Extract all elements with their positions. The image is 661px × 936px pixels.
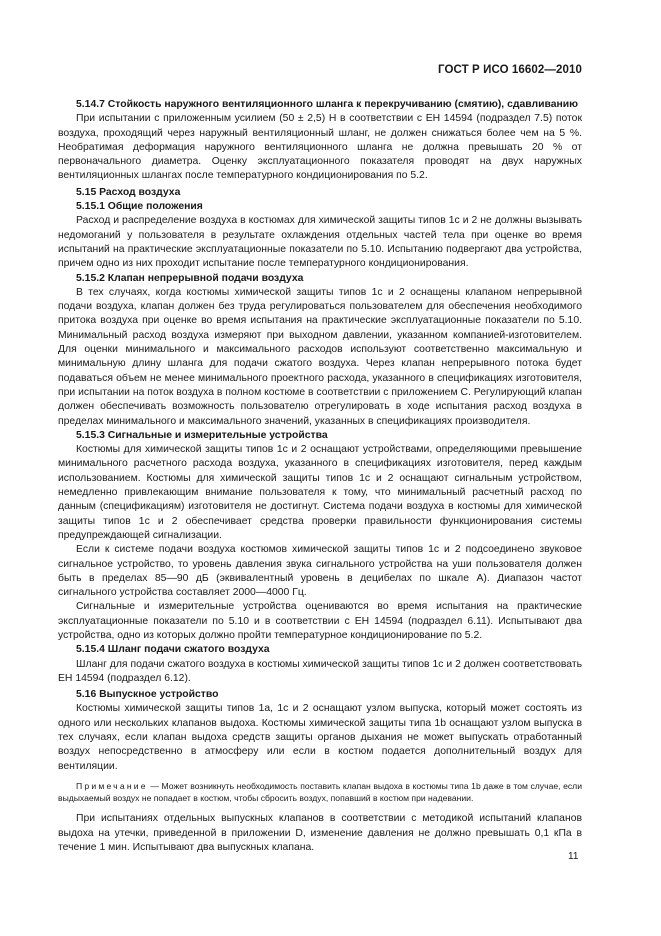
paragraph: Расход и распределение воздуха в костюмах для химической защиты типов 1с и 2 не должны вызывать недомоганий у пользователя в результате охлаждения отдельных частей тела при оценке во время испытаний на практические эксплуатационные показатели по 5.10. Испытанию подвергают два устройства, причем одно из них проходит испытание после температурного кондиционирования. (58, 215, 582, 270)
note-label: Примечание (76, 780, 148, 791)
document-body (58, 98, 582, 855)
note: Примечание — Может возникнуть необходимость поставить клапан выдоха в костюмы типа 1b даже в том случае, если выдыхаемый воздух не попадает в костюм, чтобы сбросить воздух, попавший в костюм при надевании. (58, 780, 582, 804)
paragraph: Если к системе подачи воздуха костюмов химической защиты типов 1с и 2 подсоединено звуковое сигнальное устройство, то уровень давления звука сигнального устройства на уши пользователя должен быть в пределах 85—90 дБ (эквивалентный уровень в децибелах по шкале А). Диапазон частот сигнального устройства составляет 2000—4000 Гц. (58, 544, 582, 599)
section-heading-5-15-1: 5.15.1 Общие положения (76, 201, 203, 213)
document-code: ГОСТ Р ИСО 16602—2010 (437, 64, 582, 76)
paragraph: При испытаниях отдельных выпускных клапанов в соответствии с методикой испытаний клапанов выдоха на утечки, приведенной в приложении D, изменение давления не должно превышать 0,1 кПа в течение 1 мин. Испытывают два выпускных клапана. (58, 813, 582, 853)
note-text: Может возникнуть необходимость поставить клапан выдоха в костюмы типа 1b даже в том случае, если выдыхаемый воздух не попадает в костюм, чтобы сбросить воздух, попавший в костюм при надевании. (58, 780, 582, 804)
section-heading-5-14-7: 5.14.7 Стойкость наружного вентиляционного шланга к перекручиванию (смятию), сдавливанию (76, 99, 579, 110)
paragraph: При испытании с приложенным усилием (50 ± 2,5) Н в соответствии с ЕН 14594 (подраздел 7.5) поток воздуха, проходящий через наружный вентиляционный шланг, не должен снижаться более чем на 5 %. Необратимая деформация наружного вентиляционного шланга не должна превышать 20 % от первоначального диаметра. Оценку эксплуатационного показателя проводят на двух наружных вентиляционных шлангах после температурного кондиционирования по 5.2. (58, 113, 582, 182)
section-heading-5-15-4: 5.15.4 Шланг подачи сжатого воздуха (76, 644, 270, 656)
paragraph: Костюмы химической защиты типов 1а, 1с и 2 оснащают узлом выпуска, который может состоять из одного или нескольких клапанов выдоха. Костюмы химической защиты типа 1b оснащают узлом выпуска в тех случаях, если клапан выдоха средств защиты органов дыхания не может выпускать отработанный воздух непосредственно в атмосферу или если в костюм подается дополнительный воздух для вентиляции. (58, 703, 582, 772)
section-heading-5-15-2: 5.15.2 Клапан непрерывной подачи воздуха (76, 272, 304, 284)
section-heading-5-16: 5.16 Выпускное устройство (76, 689, 219, 701)
paragraph: Костюмы для химической защиты типов 1с и 2 оснащают устройствами, определяющими превышение минимального расчетного расхода воздуха, указанного в спецификациях изготовителя, перед каждым использованием. Костюмы для химической защиты типов 1с и 2 оснащают сигнальным устройством, немедленно привлекающим внимание пользователя к тому, что минимальный расчетный расход по данным (спецификациям) изготовителя не достигнут. Система подачи воздуха в костюмы для химической защиты типов 1с и 2 обеспечивает средства проверки правильности функционирования системы предупреждающей сигнализации. (58, 444, 582, 541)
section-heading-5-15-3: 5.15.3 Сигнальные и измерительные устройства (76, 429, 328, 441)
page-number: 11 (568, 851, 579, 862)
paragraph: В тех случаях, когда костюмы химической защиты типов 1с и 2 оснащены клапаном непрерывной подачи воздуха, клапан должен без труда регулироваться пользователем для обеспечения необходимого притока воздуха при оценке во время испытания на практические эксплуатационные показатели по 5.10. Минимальный расход воздуха измеряют при выходном давлении, указанном компанией-изготовителем. Для оценки минимального и максимального расходов используют соответственно максимальную и минимальную длину шланга для подачи сжатого воздуха. Через клапан непрерывного потока будет подаваться объем не менее минимального проектного расхода, указанного в спецификациях изготовителя, при испытании на поток воздуха в полном костюме в соответствии с приложением С. Регулирующий клапан должен обеспечивать возможность пользователю отрегулировать в ходе испытания расход воздуха в пределах минимального и максимального значений, указанных в спецификациях производителя. (58, 286, 582, 427)
paragraph: Сигнальные и измерительные устройства оцениваются во время испытания на практические эксплуатационные показатели по 5.10 и в соответствии с ЕН 14594 (подраздел 6.11). Испытывают два устройства, одно из которых должно пройти температурное кондиционирование по 5.2. (58, 601, 582, 641)
paragraph: Шланг для подачи сжатого воздуха в костюмы химической защиты типов 1с и 2 должен соответствовать ЕН 14594 (подраздел 6.12). (58, 658, 582, 684)
section-heading-5-15: 5.15 Расход воздуха (76, 186, 181, 198)
